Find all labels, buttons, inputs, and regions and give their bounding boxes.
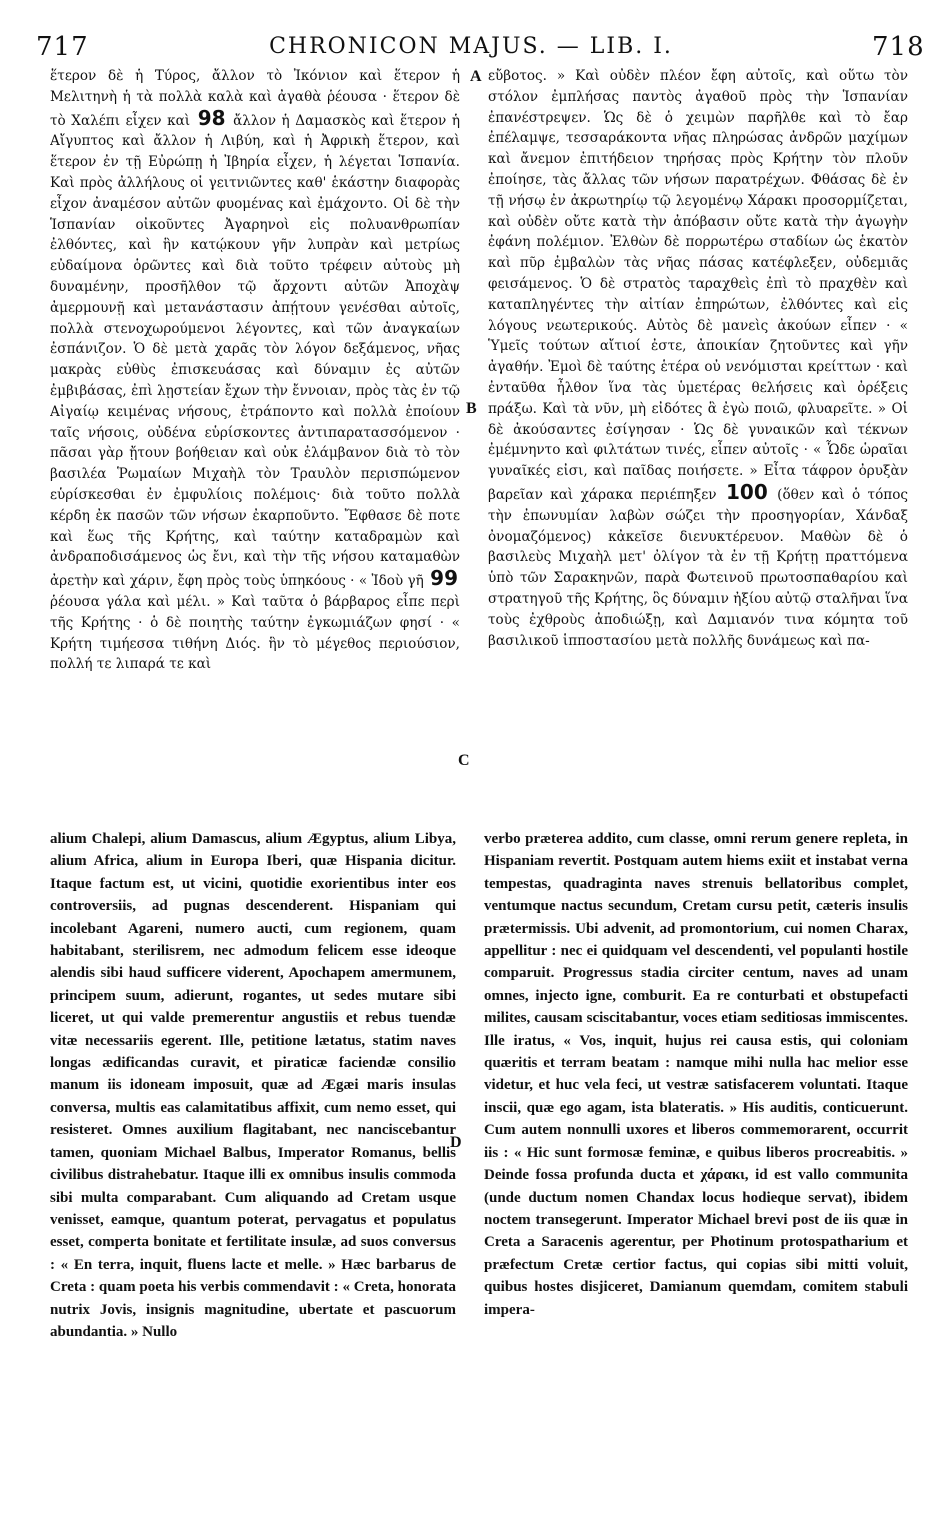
- greek-right-text-1: εὔβοτος. » Καὶ οὐδὲν πλέον ἔφη αὐτοῖς, καὶ οὕτω τὸν στόλον ἐμπλήσας παντὸς ἀγαθοῦ πρὸς τὴν Ἱσπανίαν ἐπανέστρεψεν. Ὡς δὲ ὁ χειμὼν παρῆλθε καὶ τὸ ἔαρ ἐπέλαμψε, τεσσαράκοντα νῆας πληρώσας ἀνδρῶν μαχίμων καὶ ἄνεμον ἐπιτήδειον τηρήσας πρὸς Κρήτην τὸν πλοῦν ἐποίησε, τὰς ἄλλας τῶν νήσων παρατρέχων. Φθάσας δὲ ἐν τῇ νήσῳ ἐν ἀκρωτηρίῳ τῷ λεγομένῳ Χάρακι προσορμίζεται, καὶ οὐδὲν οὔτε κατὰ τὴν ἀπόβασιν οὔτε κατὰ τὴν ἀγωγὴν ἐφάνη πολέμιον. Ἐλθὼν δὲ πορρωτέρω σταδίων ὡς ἑκατὸν καὶ πῦρ ἐμβαλὼν τὰς νῆας πάσας κατέφλεξεν, οὐδεμιᾶς φεισάμενος. Ὁ δὲ στρατὸς ταραχθεὶς ἐπὶ τὸ πραχθὲν καὶ καταπληγέντες τὴν αἰτίαν ἐπηρώτων, ἐλθόντες καὶ εἰς λόγους νεωτερικούς. Αὐτὸς δὲ μανεὶς ἀκούων εἶπεν · « Ὑμεῖς τούτων αἴτιοί ἐστε, ἀποικίαν ζητοῦντες καὶ γῆν ἀγαθήν. Ἐμοὶ δὲ ταύτης ἑτέρα οὐ νενόμισται κρείττων · καὶ ἐνταῦθα ἦλθον ἵνα τὰς ὑμετέρας θελήσεις καὶ ὀρέξεις πράξω. Καὶ τὰ νῦν, μὴ εἰδότες ἃ ἐγὼ ποιῶ, φλυαρεῖτε. » Οἱ δὲ ἀκούσαντες ἐσίγησαν · Ὡς δὲ γυναικῶν καὶ τέκνων ἐμέμνηντο καὶ φιλτάτων τινές, εἶπεν αὐτοῖς · « Ὧδε ὡραῖαι γυναῖκές εἰσι, καὶ παῖδας ποιήσετε. » Εἶτα τάφρον ὀρυξὰν βαρεῖαν καὶ χάρακα περιέπηξεν: [488, 68, 908, 503]
- greek-left-text-3: ῥέουσα γάλα καὶ μέλι. » Καὶ ταῦτα ὁ βάρβαρος εἶπε περὶ τῆς Κρήτης · ὁ δὲ ποιητὴς ταύτην ἐγκωμιάζων φησί · « Κρήτη τιμήεσσα τιθήνη Διός. ἣν τὸ μέγεθος περιούσιον, πολλή τε λιπαρά τε καὶ: [50, 593, 460, 673]
- page-number-right: 718: [872, 32, 925, 62]
- margin-mark-b: B: [466, 400, 477, 417]
- margin-mark-a: A: [470, 68, 482, 85]
- greek-column-right: [488, 66, 908, 806]
- running-title: CHRONICON MAJUS. — LIB. I.: [269, 34, 673, 59]
- margin-mark-c: C: [458, 752, 470, 769]
- greek-left-text-2: ἄλλον ἡ Δαμασκὸς καὶ ἕτερον ἡ Αἴγυπτος καὶ ἄλλον ἡ Λιβύη, καὶ ἡ Ἀφρικὴ ἕτερον, καὶ ἕτερον ἐν τῇ Εὐρώπῃ ἡ Ἰβηρία εἶχεν, ἡ λέγεται Ἱσπανία. Καὶ πρὸς ἀλλήλους οἱ γειτνιῶντες καθ' ἑκάστην διαφορὰς εἶχον ἀναμέσον αὐτῶν φυομένας καὶ ἐμάχοντο. Οἱ δὲ τὴν Ἱσπανίαν οἰκοῦντες Ἀγαρηνοὶ εἰς πολυανθρωπίαν ἐλθόντες, καὶ ἣν κατῴκουν γῆν λυπρὰν καὶ μετρίως εὐδαίμονα ὁρῶντες καὶ διὰ τοῦτο τρέφειν αὐτοὺς μὴ δυναμένην, προσῆλθον τῷ ἄρχοντι αὐτῶν Ἀποχὰψ ἀμερμουνῇ καὶ μετανάστασιν ἀπῄτουν γενέσθαι αὐτοῖς, πολλὰ στενοχωρούμενοι λέγοντες, καὶ τῶν ἀναγκαίων ἐσπάνιζον. Ὁ δὲ μετὰ χαρᾶς τὸν λόγον δεξάμενος, νῆας μακρὰς εὐθὺς ἐπισκευάσας καὶ δύναμιν ἐς αὐτῶν ἐμβιβάσας, ἐπὶ λῃστείαν ἔχων τὴν ἔννοιαν, πρὸς τὰς ἐν τῷ Αἰγαίῳ κειμένας νήσους, ἐτράποντο καὶ πολλὰ ἐποίουν ταῖς νήσοις, οὐδένα εὑρίσκοντες ἀντιπαρατασσόμενον · πᾶσαι γὰρ ᾔτουν βοήθειαν καὶ οὐκ ἐλάμβανον διὰ τὸ τὸν βασιλέα Ῥωμαίων Μιχαὴλ τὸν Τραυλὸν περισπώμενον εὑρίσκεσθαι ἐν ἐμφυλίοις πολέμοις· διὰ τοῦτο πολλὰ κέρδη ἐκ πασῶν τῶν νήσων ἐκαρποῦντο. Ἔφθασε δὲ ποτε καὶ ἕως τῆς Κρήτης, καὶ ταύτην καταδραμὼν καὶ ἀνδραποδισάμενος ὡς ἔνι, καὶ τὴν τῆς νήσου καταμαθὼν ἀρετὴν καὶ χάριν, ἔφη πρὸς τοὺς ὑπηκόους · « Ἰδοὺ γῆ: [50, 112, 460, 590]
- page-reference-98: 98: [197, 105, 226, 130]
- page-number-left: 717: [36, 32, 89, 62]
- page-reference-100: 100: [725, 479, 768, 504]
- greek-left-text-1: ἕτερον δὲ ἡ Τύρος, ἄλλον τὸ Ἰκόνιον καὶ ἕτερον ἡ Μελιτηνὴ ἡ τὰ πολλὰ καλὰ καὶ ἀγαθὰ ῥέουσα · ἕτερον δὲ τὸ Χαλέπι εἶχεν καὶ: [50, 68, 460, 129]
- greek-right-text-2: (ὅθεν καὶ ὁ τόπος τὴν ἐπωνυμίαν λαβὼν σώζει τὴν προσηγορίαν, Χάνδαξ ὀνομαζόμενος) κἀκεῖσε διενυκτέρευον. Μαθὼν δὲ ὁ βασιλεὺς Μιχαὴλ μετ' ὀλίγον τὰ ἐν τῇ Κρήτῃ πραττόμενα ὑπὸ τῶν Σαρακηνῶν, παρὰ Φωτεινοῦ πρωτοσπαθαρίου καὶ στρατηγοῦ τῆς Κρήτης, ὃς δύναμιν ἠξίου αὐτῷ σταλῆναι ἵνα τοὺς ἐχθροὺς ἀποδιώξῃ, καὶ Δαμιανόν τινα κόμητα τοῦ βασιλικοῦ ἱπποστασίου μετὰ πολλῆς δυνάμεως καὶ πα-: [488, 486, 908, 649]
- margin-mark-d: D: [450, 1134, 462, 1151]
- page-reference-99: 99: [430, 566, 458, 591]
- page-header: [0, 30, 942, 70]
- greek-column-left: [50, 66, 460, 806]
- latin-column-left: alium Chalepi, alium Damascus, alium Ægyptus, alium Libya, alium Africa, alium in Europa Iberi, quæ Hispania dicitur. Itaque factum est, ut vicini, quotidie exorientibus inter eos controversiis, ad pugnas descenderent. Hispaniam qui incolebant Agareni, numero aucti, cum regionem, quam habitabant, sterilisrem, nec admodum felicem esse ideoque alendis sibi haud sufficere viderent, Apochapem amermunem, principem suum, adierunt, rogantes, ut sedes mutare sibi liceret, ut qui valde premerentur angustiis et rebus tuendæ vitæ necessariis egerent. Ille, petitione lætatus, statim naves longas ædificandas curavit, et piraticæ faciendæ consilio manum iis idoneam imposuit, quæ ad Ægæi maris insulas conversa, multis eas calamitatibus affixit, cum nemo esset, qui resisteret. Omnes auxilium flagitabant, nec nanciscebantur tamen, quoniam Michael Balbus, Imperator Romanus, bellis civilibus distrahebatur. Itaque illi ex omnibus insulis commoda sibi multa comparabant. Cum aliquando ad Cretam usque venisset, eamque, quantum poterat, pervagatus et populatus esset, comperta bonitate et fertilitate insulæ, ad suos conversus : « En terra, inquit, fluens lacte et melle. » Hæc barbarus de Creta : quam poeta his verbis commendavit : « Creta, honorata nutrix Jovis, insignis magnitudine, ubertate et pascuorum abundantia. » Nullo: [50, 831, 456, 1340]
- latin-column-right: verbo præterea addito, cum classe, omni rerum genere repleta, in Hispaniam revertit. Postquam autem hiems exiit et instabat verna tempestas, quadraginta naves strenuis bellatoribus complet, ventumque nactus secundum, Cretam cursu petit, cæteris insulis prætermissis. Ubi advenit, ad promontorium, cui nomen Charax, appellitur : nec ei quidquam vel descendenti, vel populanti hostile comparuit. Progressus stadia circiter centum, naves ad unam omnes, injecto igne, comburit. Ea re conturbati et obstupefacti milites, causam sciscitabantur, voces etiam seditiosas immiscentes. Ille iratus, « Vos, inquit, hujus rei causa estis, qui coloniam quæritis et terram beatam : namque mihi nulla hac melior esse videtur, et huc vela feci, ut vestræ satisfacerem voluntati. Itaque inscii, quæ ego agam, ista blateratis. » His auditis, conticuerunt. Cum autem nonnulli uxores et liberos commemorarent, occurrit iis : « Hic sunt formosæ feminæ, e quibus liberos procreabitis. » Deinde fossa profunda ducta et χάρακι, id est vallo communita (unde ductum nomen Chandax locus hodieque servat), ibidem noctem transegerunt. Imperator Michael brevi post de iis quæ in Creta a Saracenis agerentur, per Photinum protospatharium et præfectum Cretæ certior factus, qui copias sibi mitti voluit, quibus hostes disjiceret, Damianum quemdam, comitem stabuli impera-: [484, 831, 908, 1318]
